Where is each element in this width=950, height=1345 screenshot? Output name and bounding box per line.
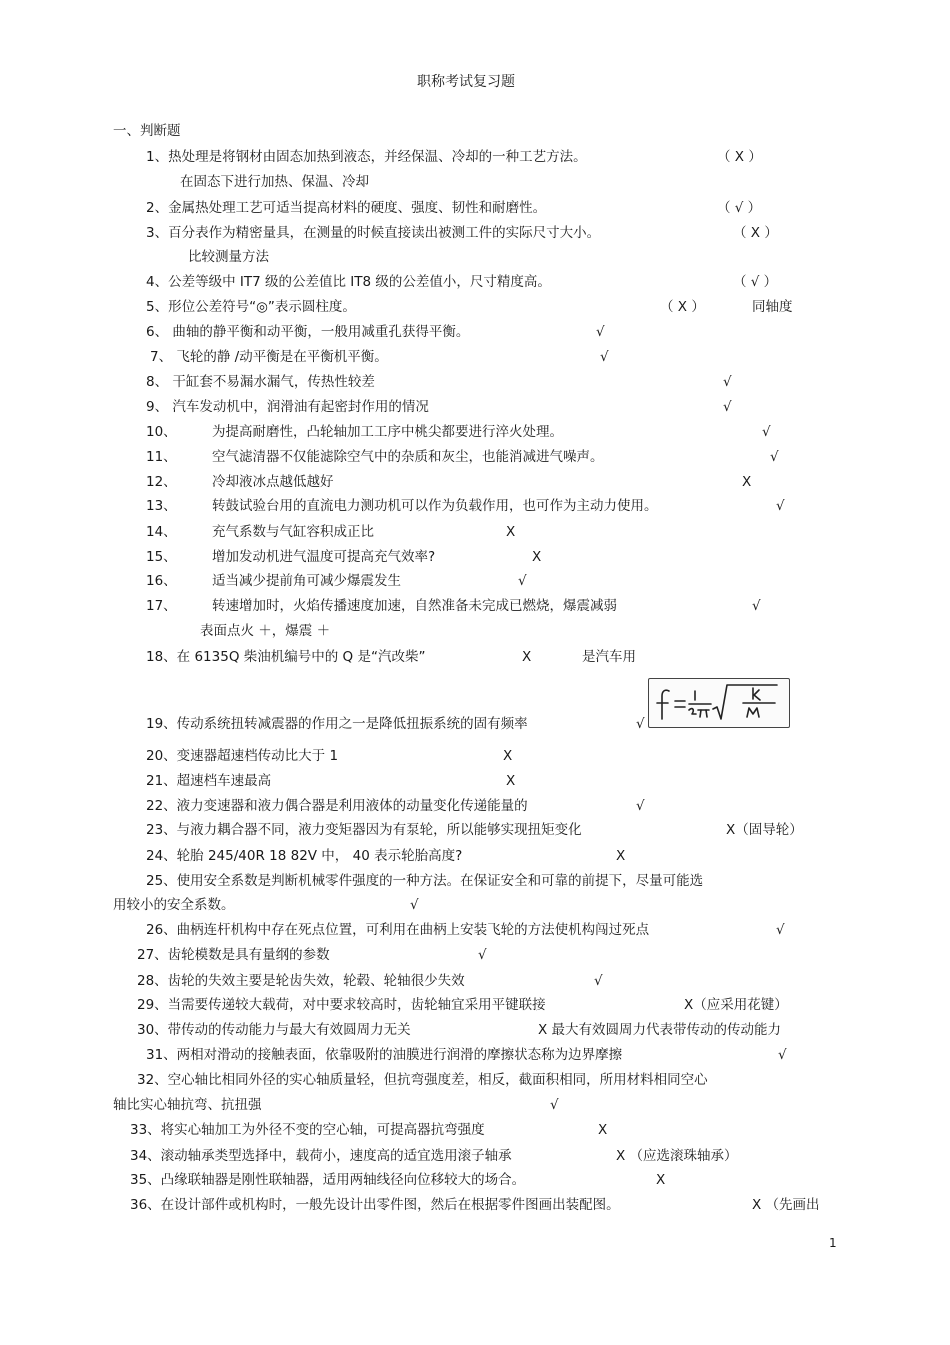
question-22: 22、液力变速器和液力偶合器是利用液体的动量变化传递能量的: [146, 798, 528, 814]
answer-2: （ √ ）: [717, 200, 762, 216]
answer-22: √: [636, 798, 645, 814]
question-31: 31、两相对滑动的接触表面，依靠吸附的油膜进行润滑的摩擦状态称为边界摩擦: [146, 1047, 623, 1063]
question-29: 29、当需要传递较大载荷，对中要求较高时，齿轮轴宜采用平键联接: [137, 997, 546, 1013]
answer-7: √: [600, 349, 609, 365]
question-30: 30、带传动的传动能力与最大有效圆周力无关: [137, 1022, 411, 1038]
question-25: 25、使用安全系数是判断机械零件强度的一种方法。在保证安全和可靠的前提下，尽量可能选: [146, 873, 704, 889]
question-4: 4、公差等级中 IT7 级的公差值比 IT8 级的公差值小，尺寸精度高。: [146, 274, 551, 290]
question-25-cont: 用较小的安全系数。: [113, 897, 235, 913]
question-number-16: 16、: [146, 573, 177, 589]
answer-19: √: [636, 716, 645, 732]
question-8: 8、 干缸套不易漏水漏气，传热性较差: [146, 374, 375, 390]
question-20: 20、变速器超速档传动比大于 1: [146, 748, 339, 764]
question-7: 7、 飞轮的静 /动平衡是在平衡机平衡。: [150, 349, 388, 365]
answer-27: √: [478, 947, 487, 963]
question-1: 1、热处理是将钢材由固态加热到液态，并经保温、冷却的一种工艺方法。: [146, 149, 587, 165]
answer-29: X（应采用花键）: [684, 997, 788, 1013]
question-28: 28、齿轮的失效主要是轮齿失效，轮毂、轮轴很少失效: [137, 973, 465, 989]
question-5: 5、形位公差符号“◎”表示圆柱度。: [146, 299, 356, 315]
question-number-17: 17、: [146, 598, 177, 614]
question-12: 冷却液冰点越低越好: [212, 474, 334, 490]
answer-31: √: [778, 1047, 787, 1063]
note-1: 在固态下进行加热、保温、冷却: [180, 174, 369, 190]
answer-12: X: [742, 474, 752, 490]
answer-35: X: [656, 1172, 666, 1188]
question-11: 空气滤清器不仅能滤除空气中的杂质和灰尘，也能消减进气噪声。: [212, 449, 604, 465]
question-16: 适当减少提前角可减少爆震发生: [212, 573, 401, 589]
question-21: 21、超速档车速最高: [146, 773, 272, 789]
answer-6: √: [596, 324, 605, 340]
question-23: 23、与液力耦合器不同，液力变矩器因为有泵轮，所以能够实现扭矩变化: [146, 822, 582, 838]
answer-10: √: [762, 424, 771, 440]
answer-21: X: [506, 773, 516, 789]
answer-4: （ √ ）: [733, 274, 778, 290]
answer-16: √: [518, 573, 527, 589]
question-14: 充气系数与气缸容积成正比: [212, 524, 374, 540]
answer-24: X: [616, 848, 626, 864]
question-35: 35、凸缘联轴器是刚性联轴器，适用两轴线径向位移较大的场合。: [130, 1172, 526, 1188]
answer-20: X: [503, 748, 513, 764]
answer-13: √: [776, 498, 785, 514]
answer-26: √: [776, 922, 785, 938]
question-3: 3、百分表作为精密量具，在测量的时候直接读出被测工件的实际尺寸大小。: [146, 225, 601, 241]
extra-18: 是汽车用: [582, 649, 636, 665]
question-17: 转速增加时，火焰传播速度加速，自然准备未完成已燃烧，爆震减弱: [212, 598, 617, 614]
answer-34: X （应选滚珠轴承）: [616, 1148, 738, 1164]
question-24: 24、轮胎 245/40R 18 82V 中， 40 表示轮胎高度?: [146, 848, 463, 864]
question-number-12: 12、: [146, 474, 177, 490]
question-34: 34、滚动轴承类型选择中，载荷小，速度高的适宜选用滚子轴承: [130, 1148, 512, 1164]
answer-18: X: [522, 649, 532, 665]
question-number-11: 11、: [146, 449, 177, 465]
question-number-13: 13、: [146, 498, 177, 514]
note-17: 表面点火 ＋，爆震 ＋: [200, 623, 331, 639]
answer-32: √: [550, 1097, 559, 1113]
answer-1: （ X ）: [717, 149, 762, 165]
answer-33: X: [598, 1122, 608, 1138]
question-10: 为提高耐磨性，凸轮轴加工工序中桃尖都要进行淬火处理。: [212, 424, 563, 440]
question-2: 2、金属热处理工艺可适当提高材料的硬度、强度、韧性和耐磨性。: [146, 200, 547, 216]
answer-28: √: [594, 973, 603, 989]
question-15: 增加发动机进气温度可提高充气效率?: [212, 549, 436, 565]
handwritten-formula-drawing: [649, 679, 789, 727]
question-26: 26、曲柄连杆机构中存在死点位置，可利用在曲柄上安装飞轮的方法使机构闯过死点: [146, 922, 650, 938]
answer-11: √: [770, 449, 779, 465]
answer-36: X （先画出: [752, 1197, 820, 1213]
question-18: 18、在 6135Q 柴油机编号中的 Q 是“汽改柴”: [146, 649, 426, 665]
question-32: 32、空心轴比相同外径的实心轴质量轻，但抗弯强度差，相反，截面积相同，所用材料相同空心: [137, 1072, 708, 1088]
answer-17: √: [752, 598, 761, 614]
extra-5: 同轴度: [752, 299, 793, 315]
question-9: 9、 汽车发动机中，润滑油有起密封作用的情况: [146, 399, 429, 415]
page-title: 职称考试复习题: [417, 74, 515, 90]
question-32-cont: 轴比实心轴抗弯、抗扭强: [113, 1097, 262, 1113]
answer-23: X（固导轮）: [726, 822, 803, 838]
note-3: 比较测量方法: [188, 249, 269, 265]
question-13: 转鼓试验台用的直流电力测功机可以作为负载作用，也可作为主动力使用。: [212, 498, 658, 514]
answer-3: （ X ）: [733, 225, 778, 241]
question-27: 27、齿轮模数是具有量纲的参数: [137, 947, 330, 963]
question-number-15: 15、: [146, 549, 177, 565]
question-number-10: 10、: [146, 424, 177, 440]
formula-image: [648, 678, 790, 728]
question-36: 36、在设计部件或机构时，一般先设计出零件图，然后在根据零件图画出装配图。: [130, 1197, 620, 1213]
page-number: 1: [829, 1236, 837, 1250]
question-19: 19、传动系统扭转减震器的作用之一是降低扭振系统的固有频率: [146, 716, 528, 732]
question-number-14: 14、: [146, 524, 177, 540]
answer-25: √: [410, 897, 419, 913]
answer-9: √: [723, 399, 732, 415]
answer-30: X 最大有效圆周力代表带传动的传动能力: [538, 1022, 782, 1038]
answer-14: X: [506, 524, 516, 540]
answer-8: √: [723, 374, 732, 390]
question-33: 33、将实心轴加工为外径不变的空心轴，可提高器抗弯强度: [130, 1122, 485, 1138]
answer-15: X: [532, 549, 542, 565]
question-6: 6、 曲轴的静平衡和动平衡，一般用减重孔获得平衡。: [146, 324, 470, 340]
section-heading: 一、判断题: [113, 123, 181, 139]
answer-5: （ X ）: [660, 299, 705, 315]
